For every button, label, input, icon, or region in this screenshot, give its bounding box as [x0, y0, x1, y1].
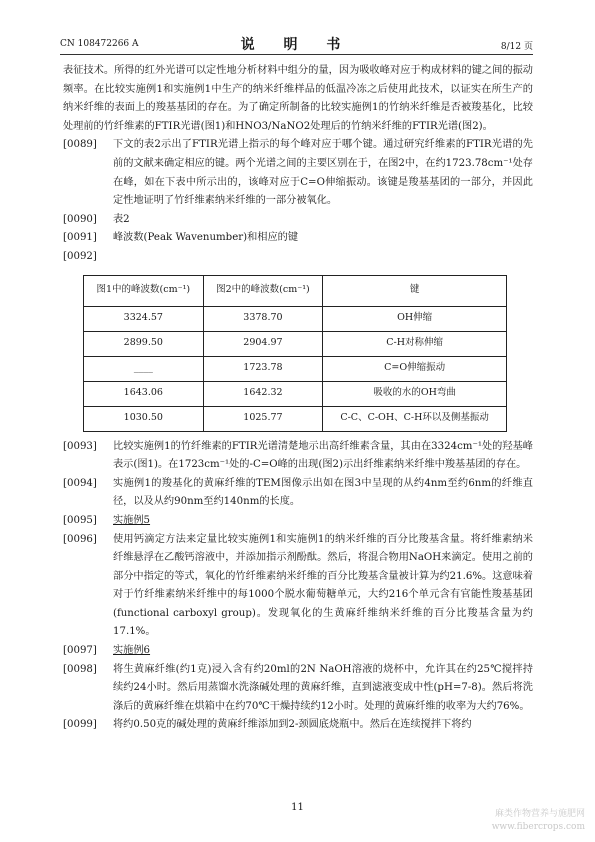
- paragraph-0090: [63, 211, 533, 230]
- paragraph-text: 使用钙滴定方法来定量比较实施例1和实施例1的纳米纤维的百分比羧基含量。将纤维素纳米纤维悬浮在乙酸钙溶液中，并添加指示剂酚酞。然后，将混合物用NaOH来滴定。使用之前的部分中指定的等式，氧化的竹纤维素纳米纤维的百分比羧基含量被计算为约21.6%。这意味着对于竹纤维素纳米纤维中的每1000个脱水葡萄糖单元，大约216个单元含有官能性羧基基团(functional carboxyl group)。发现氧化的生黄麻纤维纳米纤维的百分比羧基含量为约17.1%。: [113, 533, 533, 638]
- table-cell: 1723.78: [203, 356, 323, 381]
- watermark: [492, 808, 585, 834]
- table-label: 表2: [113, 213, 130, 225]
- paragraph-number: [0091]: [63, 232, 97, 244]
- peak-table: [83, 275, 507, 432]
- table-cell: C-H对称伸缩: [323, 331, 507, 356]
- column-header: 图1中的峰波数(cm⁻¹): [84, 275, 204, 306]
- paragraph-number: [0094]: [63, 477, 97, 489]
- patent-number: CN 108472266 A: [60, 39, 139, 49]
- paragraph-number: [0092]: [63, 250, 97, 262]
- paragraph-text: 将生黄麻纤维(约1克)浸入含有约20ml的2N NaOH溶液的烧杯中，允许其在约25℃搅拌持续约24小时。然后用蒸馏水洗涤碱处理的黄麻纤维，直到滤液变成中性(pH=7-8)。然后将洗涤后的黄麻纤维在烘箱中在约70℃干燥持续约12小时。处理的黄麻纤维的收率为大约76%。: [113, 663, 533, 712]
- paragraph-text: 下文的表2示出了FTIR光谱上指示的每个峰对应于哪个键。通过研究纤维素的FTIR光谱的先前的文献来确定相应的键。两个光谱之间的主要区别在于，在图2中，在约1723.78cm⁻¹处存在峰，如在下表中所示出的，该峰对应于C=O伸缩振动。该键是羧基基团的一部分，并因此定性地证明了竹纤维素纳米纤维的一部分被氧化。: [113, 139, 533, 207]
- table-cell: 2904.97: [203, 331, 323, 356]
- page-title: 说 明 书: [240, 37, 353, 53]
- paragraph-0092: [63, 248, 533, 267]
- page-number: 11: [291, 802, 304, 813]
- table-cell: 1642.32: [203, 381, 323, 406]
- table-cell: 1030.50: [84, 406, 204, 431]
- table-caption: 峰波数(Peak Wavenumber)和相应的键: [113, 232, 299, 244]
- paragraph-number: [0098]: [63, 663, 97, 675]
- column-header: 键: [323, 275, 507, 306]
- paragraph-text: 将约0.50克的碱处理的黄麻纤维添加到2-颈圆底烧瓶中。然后在连续搅拌下将约: [113, 719, 472, 731]
- watermark-line: 麻类作物营养与施肥网: [494, 809, 585, 819]
- table-cell: OH伸缩: [323, 306, 507, 331]
- paragraph-0094: [63, 475, 533, 512]
- table-cell: 1025.77: [203, 406, 323, 431]
- table-cell: ____: [84, 356, 204, 381]
- table-row: [84, 406, 507, 431]
- paragraph-text: 实施例1的羧基化的黄麻纤维的TEM图像示出如在图3中呈现的从约4nm至约6nm的纤维直径，以及从约90nm至约140nm的长度。: [113, 477, 533, 508]
- paragraph-0099: [63, 716, 533, 735]
- paragraph-number: [0097]: [63, 645, 97, 657]
- paragraph-0096: [63, 531, 533, 643]
- table-cell: 3324.57: [84, 306, 204, 331]
- table-row: [84, 331, 507, 356]
- paragraph-0098: [63, 661, 533, 717]
- paragraph-0093: [63, 438, 533, 475]
- paragraph-number: [0095]: [63, 514, 97, 526]
- table-cell: C=O伸缩振动: [323, 356, 507, 381]
- paragraph-intro: 表征技术。所得的红外光谱可以定性地分析材料中组分的量，因为吸收峰对应于构成材料的键之间的振动频率。在比较实施例1和实施例1中生产的纳米纤维样品的低温冷冻之后使用此技术，以证实在所生产的纳米纤维的表面上的羧基基团的存在。为了确定所制备的比较实施例1的竹纳米纤维是否被羧基化，比较处理前的竹纤维素的FTIR光谱(图1)和HNO3/NaNO2处理后的竹纳米纤维的FTIR光谱(图2)。: [63, 65, 533, 132]
- watermark-url: www.fibercrops.com: [491, 822, 585, 832]
- table-cell: 2899.50: [84, 331, 204, 356]
- table-row: [84, 306, 507, 331]
- table-row: [84, 381, 507, 406]
- page-count: 8/12 页: [500, 42, 533, 52]
- paragraph-0095: [63, 512, 533, 531]
- paragraph-0097: [63, 642, 533, 661]
- table-cell: 3378.70: [203, 306, 323, 331]
- document-body: [63, 62, 533, 735]
- table-row: [84, 356, 507, 381]
- paragraph-number: [0093]: [63, 440, 97, 452]
- column-header: 图2中的峰波数(cm⁻¹): [203, 275, 323, 306]
- paragraph-text: 比较实施例1的竹纤维素的FTIR光谱清楚地示出高纤维素含量，其由在3324cm⁻¹处的羟基峰表示(图1)。在1723cm⁻¹处的-C=O峰的出现(图2)示出纤维素纳米纤维中羧基基团的存在。: [113, 440, 533, 471]
- section-heading: 实施例6: [113, 645, 151, 657]
- table-cell: C-C、C-OH、C-H环以及侧基振动: [323, 406, 507, 431]
- paragraph-number: [0089]: [63, 139, 97, 151]
- paragraph-0089: [63, 136, 533, 210]
- table-header-row: [84, 275, 507, 306]
- paragraph-number: [0096]: [63, 533, 97, 545]
- table-cell: 吸收的水的OH弯曲: [323, 381, 507, 406]
- section-heading: 实施例5: [113, 514, 151, 526]
- page-header: [60, 34, 533, 55]
- paragraph-0091: [63, 229, 533, 248]
- table-cell: 1643.06: [84, 381, 204, 406]
- paragraph-number: [0090]: [63, 213, 97, 225]
- paragraph-number: [0099]: [63, 719, 97, 731]
